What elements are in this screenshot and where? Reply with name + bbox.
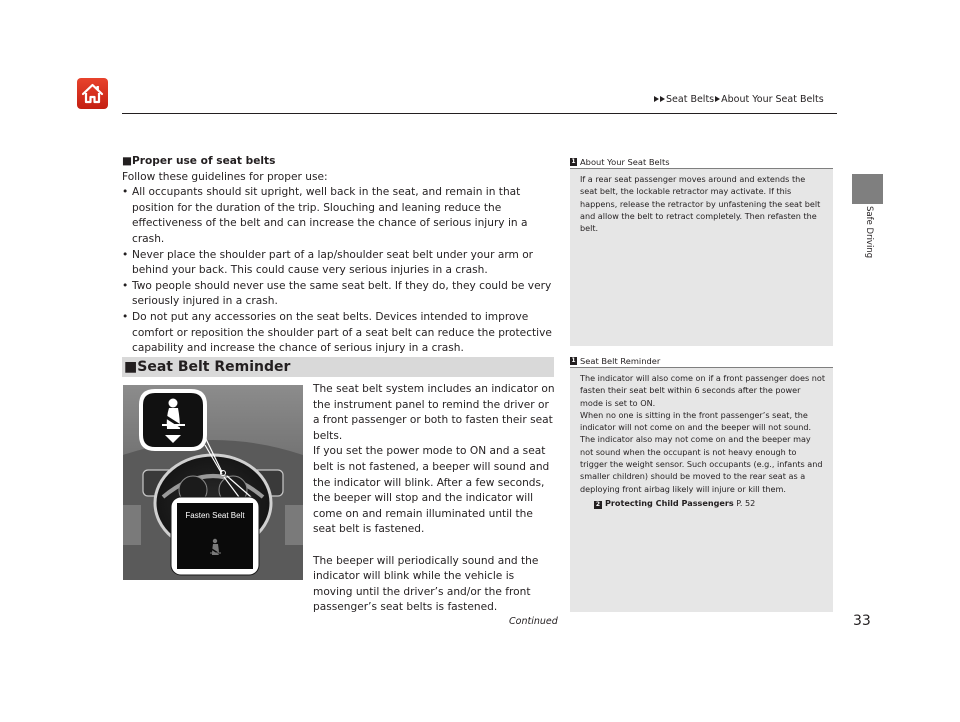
- note-about-seat-belts: [570, 155, 833, 346]
- arrow-right-icon: [654, 96, 659, 102]
- note-heading: 1 Seat Belt Reminder: [570, 354, 833, 368]
- header-divider: [122, 113, 837, 114]
- chapter-label[interactable]: Safe Driving: [864, 206, 874, 259]
- note-text: If a rear seat passenger moves around and extends the seat belt, the lockable retractor may activate. If this happens, release the retractor by unfastening the seat belt and allow the belt to retract completely. Then refasten the belt.: [580, 174, 821, 234]
- reminder-paragraph: If you set the power mode to ON and a seat belt is not fastened, a beeper will sound and the indicator will blink. After a few seconds, the beeper will stop and the indicator will come on and remain illuminated until the seat belt is fastened.: [313, 445, 550, 536]
- seat-belt-reminder-heading: ■Seat Belt Reminder: [122, 357, 554, 377]
- reminder-paragraph: The beeper will periodically sound and the indicator will blink while the vehicle is moving until the driver’s and/or the front passenger’s seat belts is fastened.: [313, 554, 539, 614]
- arrow-right-icon: [715, 96, 720, 102]
- note-seat-belt-reminder: [570, 354, 833, 612]
- list-item: • Two people should never use the same seat belt. If they do, they could be very seriously injured in a crash.: [122, 279, 554, 310]
- breadcrumb: [654, 94, 824, 105]
- continued-label: Continued: [509, 616, 558, 627]
- seat-belt-reminder-body: [313, 382, 556, 616]
- note-text: When no one is sitting in the front passenger’s seat, the indicator will not come on and the beeper will not sound.: [580, 409, 812, 433]
- seat-belt-reminder-illustration: [123, 385, 303, 580]
- proper-use-intro: Follow these guidelines for proper use:: [122, 170, 328, 183]
- page-number: 33: [853, 613, 871, 629]
- list-item: • Never place the shoulder part of a lap/shoulder seat belt under your arm or behind your back. This could cause very serious injuries in a crash.: [122, 248, 554, 279]
- home-button[interactable]: [77, 78, 108, 109]
- cross-reference-icon: 2: [595, 500, 601, 508]
- note-text: The indicator also may not come on and the beeper may not sound when the occupant is not heavy enough to trigger the weight sensor. Such occupants (e.g., infants and smaller children) should be moved to the rear seat as a deploying front airbag likely will injure or kill them.: [580, 434, 823, 494]
- reminder-paragraph: The seat belt system includes an indicator on the instrument panel to remind the driver or a front passenger or both to fasten their seat belts.: [313, 383, 555, 442]
- proper-use-heading: ■Proper use of seat belts: [122, 155, 276, 167]
- note-marker-icon: 1: [571, 357, 576, 364]
- note-marker-icon: 1: [571, 158, 576, 165]
- home-icon: [80, 81, 105, 106]
- arrow-right-icon: [660, 96, 665, 102]
- cross-reference-link[interactable]: 2 Protecting Child Passengers P. 52: [595, 497, 756, 508]
- note-heading: 1 About Your Seat Belts: [570, 155, 833, 169]
- seat-belt-callout: [141, 391, 205, 449]
- chapter-tab-marker: [852, 174, 883, 204]
- breadcrumb-current: About Your Seat Belts: [721, 94, 824, 105]
- fasten-seat-belt-display-text: Fasten Seat Belt: [185, 511, 245, 520]
- breadcrumb-link-seat-belts[interactable]: Seat Belts: [666, 94, 715, 105]
- list-item: • Do not put any accessories on the seat belts. Devices intended to improve comfort or reposition the shoulder part of a seat belt can reduce the protective capability and increase the chance of serious injury in a crash.: [122, 310, 554, 357]
- list-item: • All occupants should sit upright, well back in the seat, and remain in that position for the duration of the trip. Slouching and leaning reduce the effectiveness of the belt and can increase the chance of serious injury in a crash.: [122, 185, 554, 247]
- proper-use-section: [122, 154, 554, 357]
- note-text: The indicator will also come on if a front passenger does not fasten their seat belt within 6 seconds after the power mode is set to ON.: [580, 373, 826, 408]
- proper-use-list: [122, 185, 554, 357]
